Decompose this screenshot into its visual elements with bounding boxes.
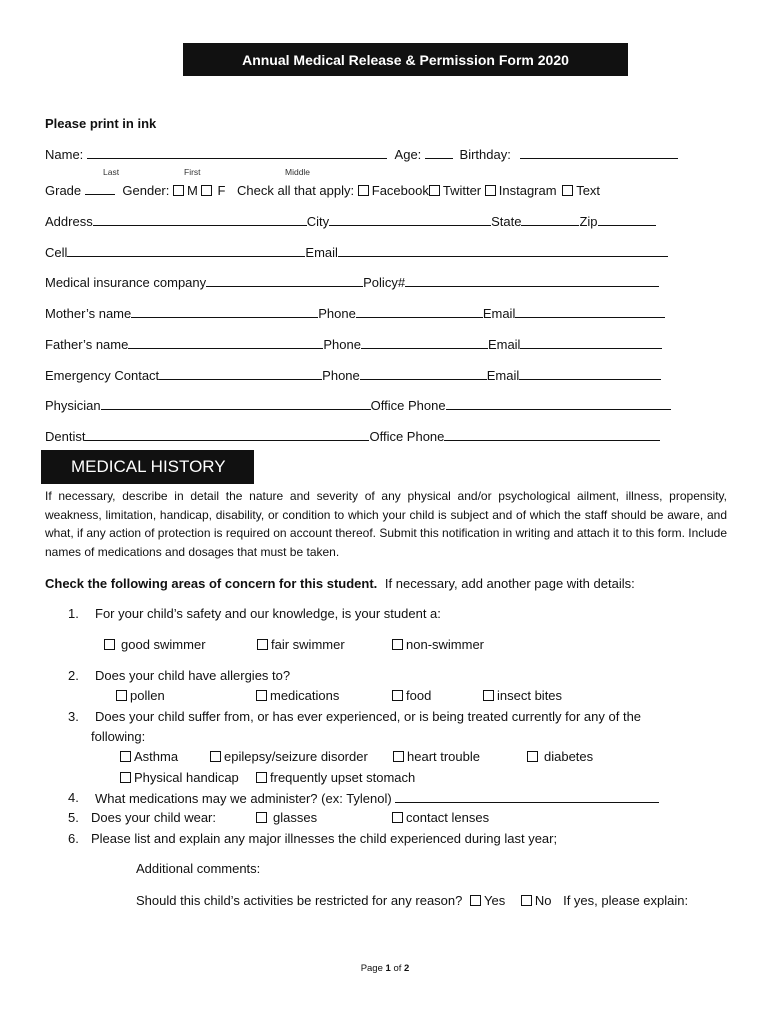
mother-field[interactable] (131, 305, 318, 318)
email-label: Email (305, 245, 338, 260)
q1-option-1 (104, 637, 206, 652)
address-row (45, 213, 656, 229)
check-areas-note: If necessary, add another page with details: (384, 576, 635, 591)
cell-field[interactable] (67, 244, 305, 257)
food-checkbox[interactable] (392, 690, 403, 701)
physician-office-phone-label: Office Phone (370, 398, 446, 413)
q3-text-continued: following: (91, 729, 146, 744)
q2-text: Does your child have allergies to? (95, 668, 291, 683)
insect-bites-label: insect bites (497, 688, 563, 703)
page-number (0, 963, 770, 974)
father-label: Father’s name (45, 337, 129, 352)
additional-comments-label: Additional comments: (136, 861, 261, 876)
good-swimmer-label: good swimmer (121, 637, 206, 652)
heart-trouble-checkbox[interactable] (393, 751, 404, 762)
q5-option-1 (256, 810, 317, 825)
age-label: Age: (394, 147, 422, 162)
page-current: 1 (385, 963, 391, 974)
text-checkbox[interactable] (562, 185, 573, 196)
father-phone-field[interactable] (361, 336, 488, 349)
epilepsy-checkbox[interactable] (210, 751, 221, 762)
q3-option-3 (393, 749, 480, 764)
restricted-row (136, 893, 688, 908)
father-field[interactable] (128, 336, 323, 349)
gender-f-checkbox[interactable] (201, 185, 212, 196)
age-field[interactable] (425, 146, 453, 159)
twitter-label: Twitter (442, 183, 482, 198)
physician-label: Physician (45, 398, 101, 413)
q1-option-2 (257, 637, 345, 652)
grade-label: Grade (45, 183, 82, 198)
q4-text: What medications may we administer? (ex: Tylenol) (95, 791, 392, 806)
q6-number: 6. (68, 831, 79, 846)
emergency-label: Emergency Contact (45, 368, 160, 383)
father-email-label: Email (487, 337, 521, 352)
q3-option-5 (120, 770, 239, 785)
pollen-label: pollen (130, 688, 165, 703)
mother-label: Mother’s name (45, 306, 132, 321)
food-label: food (406, 688, 432, 703)
glasses-label: glasses (273, 810, 318, 825)
name-sub-first: First (184, 167, 201, 177)
q3-text: Does your child suffer from, or has ever experienced, or is being treated currently for any of the (95, 709, 642, 724)
mother-email-label: Email (482, 306, 516, 321)
check-areas-heading: Check the following areas of concern for this student. (45, 576, 378, 591)
physician-office-phone-field[interactable] (446, 397, 671, 410)
page-total: 2 (404, 963, 410, 974)
fair-swimmer-label: fair swimmer (271, 637, 345, 652)
gender-m-label: M (187, 183, 198, 198)
father-phone-label: Phone (323, 337, 361, 352)
policy-field[interactable] (405, 274, 659, 287)
restricted-no-label: No (534, 893, 552, 908)
q4-row (95, 790, 659, 806)
non-swimmer-checkbox[interactable] (392, 639, 403, 650)
good-swimmer-checkbox[interactable] (104, 639, 115, 650)
grade-field[interactable] (85, 182, 115, 195)
restricted-yes-checkbox[interactable] (470, 895, 481, 906)
facebook-label: Facebook (371, 183, 429, 198)
restricted-explain-label: If yes, please explain: (563, 893, 689, 908)
diabetes-checkbox[interactable] (527, 751, 538, 762)
epilepsy-label: epilepsy/seizure disorder (224, 749, 368, 764)
contact-lenses-checkbox[interactable] (392, 812, 403, 823)
mother-row (45, 305, 665, 321)
diabetes-label: diabetes (544, 749, 594, 764)
pollen-checkbox[interactable] (116, 690, 127, 701)
dentist-row (45, 428, 660, 444)
insurance-row (45, 274, 659, 290)
cell-row (45, 244, 668, 260)
birthday-label: Birthday: (459, 147, 511, 162)
medications-checkbox[interactable] (256, 690, 267, 701)
name-row (45, 146, 678, 162)
physician-field[interactable] (101, 397, 371, 410)
cell-label: Cell (45, 245, 68, 260)
emergency-email-label: Email (486, 368, 520, 383)
address-field[interactable] (93, 213, 307, 226)
medical-history-heading: MEDICAL HISTORY (41, 450, 254, 484)
restricted-no-checkbox[interactable] (521, 895, 532, 906)
q2-option-1 (116, 688, 165, 703)
q2-option-3 (392, 688, 431, 703)
q3-option-1 (120, 749, 178, 764)
insect-bites-checkbox[interactable] (483, 690, 494, 701)
q5-text: Does your child wear: (91, 810, 216, 825)
print-instruction: Please print in ink (45, 116, 157, 131)
q5-option-2 (392, 810, 489, 825)
dentist-office-phone-label: Office Phone (369, 429, 445, 444)
insurance-label: Medical insurance company (45, 275, 207, 290)
q2-number: 2. (68, 668, 79, 683)
non-swimmer-label: non-swimmer (406, 637, 485, 652)
zip-field[interactable] (598, 213, 656, 226)
state-label: State (491, 214, 522, 229)
grade-row (45, 182, 600, 198)
birthday-field[interactable] (520, 146, 678, 159)
physician-row (45, 397, 671, 413)
contact-lenses-label: contact lenses (406, 810, 490, 825)
text-label: Text (576, 183, 601, 198)
heart-trouble-label: heart trouble (407, 749, 480, 764)
dentist-office-phone-field[interactable] (444, 428, 660, 441)
state-field[interactable] (521, 213, 579, 226)
email-field[interactable] (338, 244, 668, 257)
restricted-question: Should this child’s activities be restricted for any reason? (136, 893, 463, 908)
policy-label: Policy# (363, 275, 406, 290)
restricted-yes-label: Yes (484, 893, 506, 908)
mother-phone-label: Phone (318, 306, 356, 321)
form-title: Annual Medical Release & Permission Form 2020 (183, 43, 628, 76)
upset-stomach-checkbox[interactable] (256, 772, 267, 783)
gender-m-checkbox[interactable] (173, 185, 184, 196)
mother-email-field[interactable] (515, 305, 665, 318)
instagram-checkbox[interactable] (485, 185, 496, 196)
physical-handicap-checkbox[interactable] (120, 772, 131, 783)
check-areas-line (45, 576, 635, 591)
physical-handicap-label: Physical handicap (134, 770, 239, 785)
city-label: City (306, 214, 330, 229)
name-label: Name: (45, 147, 84, 162)
address-label: Address (45, 214, 93, 229)
medications-field[interactable] (395, 790, 659, 803)
zip-label: Zip (579, 214, 598, 229)
mother-phone-field[interactable] (356, 305, 483, 318)
check-all-label: Check all that apply: (237, 183, 355, 198)
emergency-phone-label: Phone (322, 368, 360, 383)
insurance-field[interactable] (206, 274, 363, 287)
name-sub-last: Last (103, 167, 120, 177)
page-of: of (390, 963, 405, 974)
dentist-field[interactable] (85, 428, 369, 441)
q4-number: 4. (68, 790, 79, 805)
q3-option-6 (256, 770, 415, 785)
asthma-checkbox[interactable] (120, 751, 131, 762)
father-row (45, 336, 662, 352)
page-prefix: Page (360, 963, 386, 974)
asthma-label: Asthma (134, 749, 179, 764)
q2-option-2 (256, 688, 339, 703)
emergency-phone-field[interactable] (360, 367, 487, 380)
emergency-email-field[interactable] (519, 367, 661, 380)
emergency-row (45, 367, 661, 383)
emergency-field[interactable] (159, 367, 322, 380)
q2-option-4 (483, 688, 562, 703)
father-email-field[interactable] (520, 336, 662, 349)
name-sub-middle: Middle (285, 167, 311, 177)
medical-history-paragraph: If necessary, describe in detail the nature and severity of any physical and/or psychological ailment, illness, propensity, weakness, limitation, handicap, disability, or condition to which your child is subject and of which the staff should be aware, and what, if any action of protection is required on account thereof. Submit this notification in writing and attach it to this form. Include names of medications and dosages that must be taken. (45, 489, 727, 559)
q3-option-2 (210, 749, 368, 764)
dentist-label: Dentist (45, 429, 86, 444)
q3-option-4 (527, 749, 593, 764)
gender-label: Gender: (122, 183, 170, 198)
twitter-checkbox[interactable] (429, 185, 440, 196)
q1-number: 1. (68, 606, 79, 621)
gender-f-label: F (217, 183, 226, 198)
facebook-checkbox[interactable] (358, 185, 369, 196)
glasses-checkbox[interactable] (256, 812, 267, 823)
city-field[interactable] (329, 213, 491, 226)
q5-number: 5. (68, 810, 79, 825)
q6-text: Please list and explain any major illnesses the child experienced during last year; (91, 831, 558, 846)
upset-stomach-label: frequently upset stomach (270, 770, 416, 785)
q1-option-3 (392, 637, 484, 652)
instagram-label: Instagram (498, 183, 557, 198)
q3-number: 3. (68, 709, 79, 724)
medications-label: medications (270, 688, 340, 703)
name-field[interactable] (87, 146, 387, 159)
fair-swimmer-checkbox[interactable] (257, 639, 268, 650)
q1-text: For your child’s safety and our knowledge, is your student a: (95, 606, 441, 621)
